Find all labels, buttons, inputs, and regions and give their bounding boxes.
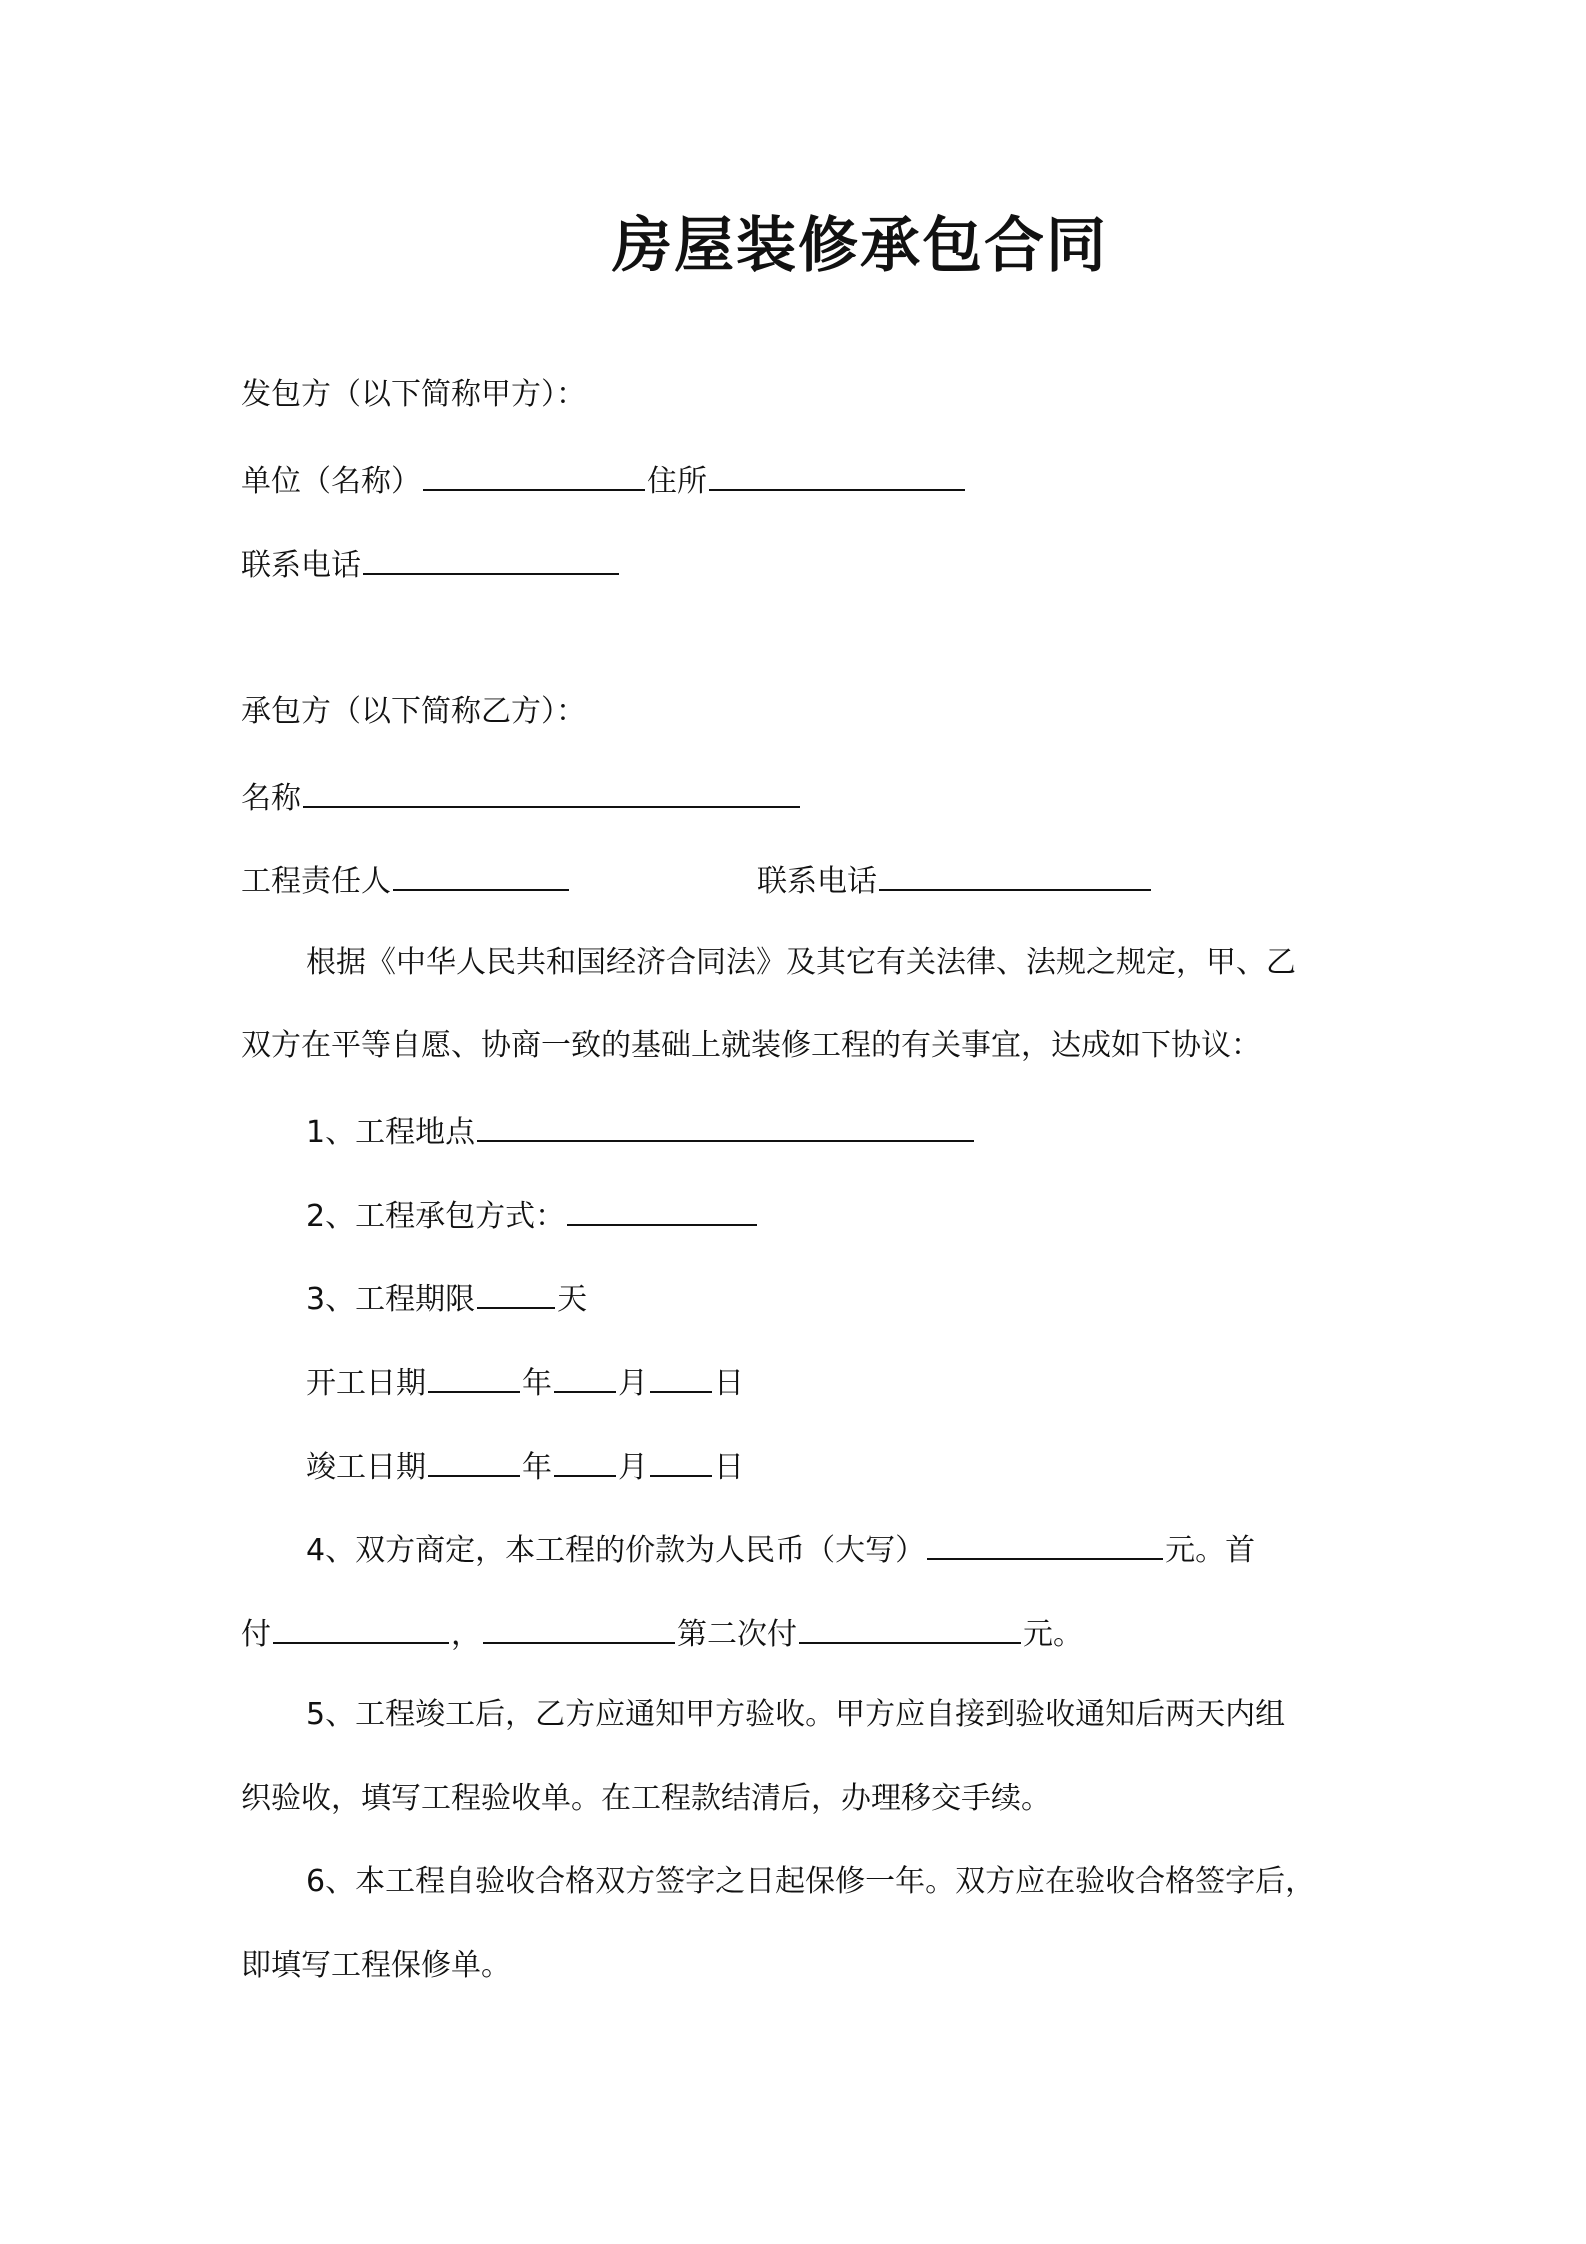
clause-6-line-1: 6、本工程自验收合格双方签字之日起保修一年。双方应在验收合格签字后， <box>306 1864 1316 1899</box>
party-a-unit-row <box>241 457 967 504</box>
clause-4-line-2 <box>241 1610 1083 1657</box>
end-month-unit: 月 <box>618 1450 648 1485</box>
address-blank[interactable] <box>709 457 965 491</box>
address-label: 住所 <box>647 464 707 499</box>
start-month-unit: 月 <box>618 1366 648 1401</box>
party-a-phone-row <box>241 541 621 588</box>
second-payment-label: 第二次付 <box>677 1617 797 1652</box>
unit-blank[interactable] <box>423 457 645 491</box>
party-b-phone-label: 联系电话 <box>757 864 877 899</box>
manager-label: 工程责任人 <box>241 864 391 899</box>
party-a-heading: 发包方（以下简称甲方）： <box>241 377 586 412</box>
party-b-heading: 承包方（以下简称乙方）： <box>241 694 586 729</box>
first-payment-blank[interactable] <box>273 1610 449 1644</box>
clause-6-line-2: 即填写工程保修单。 <box>241 1948 511 1983</box>
end-day-unit: 日 <box>714 1450 744 1485</box>
party-b-phone-row <box>757 857 1153 904</box>
start-year-blank[interactable] <box>428 1359 520 1393</box>
clause-4-label: 4、双方商定，本工程的价款为人民币（大写） <box>306 1533 926 1568</box>
second-payment-blank[interactable] <box>799 1610 1021 1644</box>
payment-comma: ， <box>451 1617 481 1652</box>
start-day-unit: 日 <box>714 1366 744 1401</box>
end-month-blank[interactable] <box>554 1443 616 1477</box>
first-payment-label: 付 <box>241 1617 271 1652</box>
clause-2-label: 2、工程承包方式： <box>306 1199 566 1234</box>
party-b-phone-blank[interactable] <box>879 857 1151 891</box>
site-blank[interactable] <box>477 1108 974 1142</box>
end-year-blank[interactable] <box>428 1443 520 1477</box>
duration-blank[interactable] <box>477 1275 555 1309</box>
start-date-label: 开工日期 <box>306 1366 426 1401</box>
clause-5-line-1: 5、工程竣工后，乙方应通知甲方验收。甲方应自接到验收通知后两天内组 <box>306 1697 1286 1732</box>
party-b-name-label: 名称 <box>241 781 301 816</box>
document-title: 房屋装修承包合同 <box>612 211 1108 281</box>
clause-1 <box>306 1108 976 1155</box>
clause-3-label: 3、工程期限 <box>306 1282 476 1317</box>
end-date-row <box>306 1443 744 1490</box>
party-b-manager-row <box>241 857 571 904</box>
price-unit: 元。首 <box>1165 1533 1256 1568</box>
end-date-label: 竣工日期 <box>306 1450 426 1485</box>
start-day-blank[interactable] <box>650 1359 712 1393</box>
manager-blank[interactable] <box>393 857 569 891</box>
start-month-blank[interactable] <box>554 1359 616 1393</box>
party-a-phone-label: 联系电话 <box>241 548 361 583</box>
days-unit: 天 <box>557 1282 588 1317</box>
party-b-name-row <box>241 774 802 821</box>
second-payment-unit: 元。 <box>1023 1617 1083 1652</box>
unit-label: 单位（名称） <box>241 464 421 499</box>
clause-1-label: 1、工程地点 <box>306 1115 476 1150</box>
party-b-name-blank[interactable] <box>303 774 800 808</box>
party-a-phone-blank[interactable] <box>363 541 619 575</box>
intro-line-1: 根据《中华人民共和国经济合同法》及其它有关法律、法规之规定，甲、乙 <box>306 945 1296 980</box>
first-payment-amount-blank[interactable] <box>483 1610 675 1644</box>
start-year-unit: 年 <box>522 1366 552 1401</box>
clause-2 <box>306 1192 759 1239</box>
intro-line-2: 双方在平等自愿、协商一致的基础上就装修工程的有关事宜，达成如下协议： <box>241 1028 1261 1063</box>
clause-3 <box>306 1275 587 1322</box>
price-blank[interactable] <box>927 1526 1163 1560</box>
end-year-unit: 年 <box>522 1450 552 1485</box>
clause-4-line-1 <box>306 1526 1255 1573</box>
end-day-blank[interactable] <box>650 1443 712 1477</box>
clause-5-line-2: 织验收，填写工程验收单。在工程款结清后，办理移交手续。 <box>241 1781 1051 1816</box>
contract-mode-blank[interactable] <box>567 1192 757 1226</box>
start-date-row <box>306 1359 744 1406</box>
